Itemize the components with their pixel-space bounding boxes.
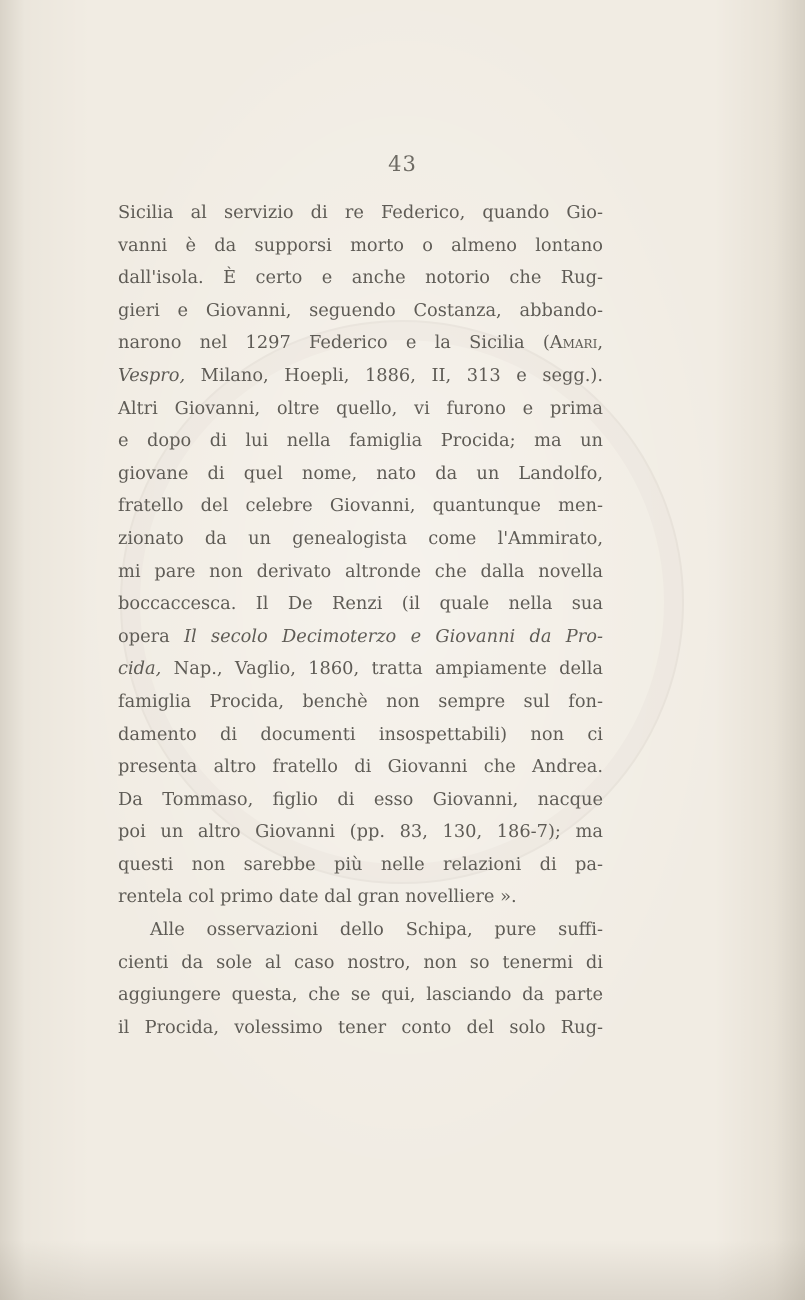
text-segment: cienti da sole al caso nostro, non so tenermi di (118, 951, 603, 973)
text-segment: cida, (118, 658, 162, 680)
text-segment: presenta altro fratello di Giovanni che Andrea. (118, 756, 603, 778)
text-segment: Milano, Hoepli, 1886, II, 313 e segg.). (185, 364, 603, 386)
text-line (118, 979, 603, 1012)
text-segment: Amari (549, 332, 598, 354)
text-segment: aggiungere questa, che se qui, lasciando da parte (118, 984, 603, 1006)
text-segment: il Procida, volessimo tener conto del solo Rug- (118, 1016, 603, 1038)
text-segment: Altri Giovanni, oltre quello, vi furono e prima (118, 397, 603, 419)
text-line (118, 393, 603, 426)
text-line (118, 360, 603, 393)
text-segment: mi pare non derivato altronde che dalla novella (118, 560, 603, 582)
text-segment: zionato da un genealogista come l'Ammirato, (118, 527, 603, 549)
text-line (118, 849, 603, 882)
text-segment: Nap., Vaglio, 1860, tratta ampiamente della (161, 658, 603, 680)
page-number: 43 (388, 152, 417, 176)
text-line (118, 197, 603, 230)
text-segment: giovane di quel nome, nato da un Landolfo, (118, 462, 603, 484)
text-line (118, 458, 603, 491)
text-segment: Alle osservazioni dello Schipa, pure suffi- (150, 919, 603, 941)
text-segment: e dopo di lui nella famiglia Procida; ma un (118, 430, 603, 452)
text-segment: poi un altro Giovanni (pp. 83, 130, 186-7); ma (118, 821, 603, 843)
text-segment: Vespro, (118, 364, 186, 386)
text-segment: dall'isola. È certo e anche notorio che Rug- (118, 267, 603, 289)
text-line (118, 523, 603, 556)
text-segment: rentela col primo date dal gran novelliere ». (118, 886, 517, 908)
text-line (118, 947, 603, 980)
text-segment: questi non sarebbe più nelle relazioni di pa- (118, 853, 603, 875)
text-line (118, 914, 603, 947)
text-line (118, 327, 603, 360)
text-line (118, 719, 603, 752)
text-line (118, 653, 603, 686)
text-line (118, 881, 603, 914)
text-line (118, 262, 603, 295)
text-segment: opera (118, 625, 185, 647)
text-segment: fratello del celebre Giovanni, quantunque men- (118, 495, 603, 517)
text-segment: , (597, 332, 603, 354)
text-line (118, 295, 603, 328)
text-line (118, 784, 603, 817)
text-segment: boccaccesca. Il De Renzi (il quale nella sua (118, 593, 603, 615)
text-segment: famiglia Procida, benchè non sempre sul fon- (118, 690, 603, 712)
text-segment: narono nel 1297 Federico e la Sicilia ( (118, 332, 550, 354)
text-line (118, 816, 603, 849)
text-line (118, 621, 603, 654)
text-segment: gieri e Giovanni, seguendo Costanza, abbando- (118, 299, 603, 321)
text-segment: Sicilia al servizio di re Federico, quando Gio- (118, 202, 603, 223)
text-segment: Il secolo Decimoterzo e Giovanni da Pro- (184, 625, 603, 647)
body-text (118, 197, 603, 1044)
text-line (118, 556, 603, 589)
text-segment: vanni è da supporsi morto o almeno lontano (118, 234, 603, 256)
text-line (118, 1012, 603, 1045)
text-line (118, 588, 603, 621)
text-line (118, 686, 603, 719)
text-line (118, 751, 603, 784)
text-line (118, 490, 603, 523)
text-segment: damento di documenti insospettabili) non ci (118, 723, 603, 745)
text-segment: Da Tommaso, figlio di esso Giovanni, nacque (118, 788, 603, 810)
text-line (118, 425, 603, 458)
text-line (118, 230, 603, 263)
